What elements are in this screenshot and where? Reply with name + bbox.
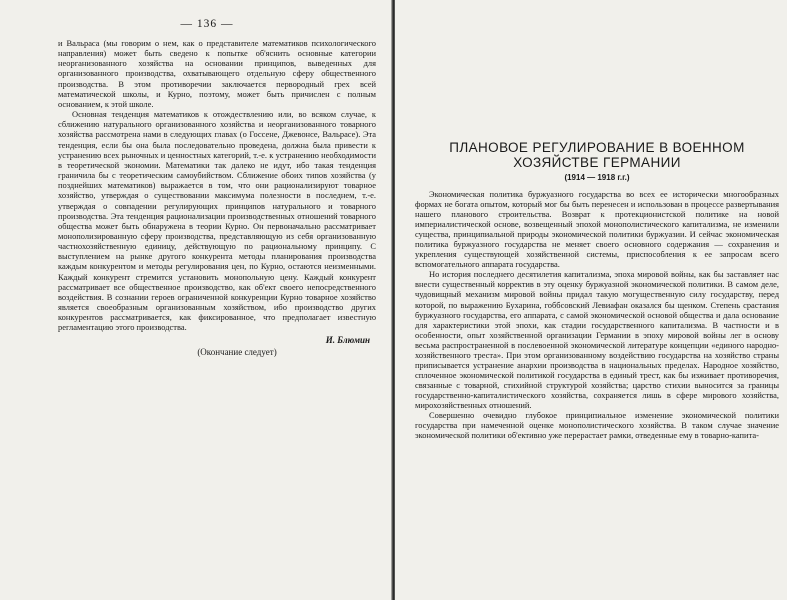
article-years: (1914 — 1918 г.г.) [564,173,630,182]
page-number: — 136 — [180,18,234,30]
right-paragraph-3: Совершенно очевидно глубокое принципиальное изменение экономической политики государства при намеченной оценке монополистического хозяйства. В таком случае значение экономической политики об'ективно уже перерастает рамки, отведенные ему в товарно-капита- [415,410,779,441]
article-title-line-2: ХОЗЯЙСТВЕ ГЕРМАНИИ [513,155,681,170]
author-signature: И. Блюмин [325,334,370,345]
right-page [395,0,787,600]
left-paragraph-2: Основная тенденция математиков к отождествлению или, во всяком случае, к сближению натурального организованного хозяйства и неорганизованного товарного хозяйства рассмотрена нами в следующих главах (о Госсене, Джевонсе, Вальрасе). Эта тенденция, если бы она была последовательно проведена, должна была привести к устранению всех рыночных и ценностных категорий, т.-е. к устранению необходимости в теоретической экономии. Математики так далеко не идут, ибо такая тенденция граничила бы с теоретическим самоубийством. Сближение обоих типов хозяйства (у позднейших математиков) выражается в том, что они рационализируют товарное хозяйство, утверждая о существовании максимума полезности в последнем, т.-е. утверждая о совпадении регулирующих принципов натурального и товарного производства. Эта тенденция рационализации производственных отношений товарного общества может быть обнаружена в теории Курно. Он первоначально рассматривает монополизированную сферу производства, представляющую из себя организованную частнохозяйственную единицу, действующую по рациональному принципу. С выступлением на рынке другого конкурента методы планирования производства каждым конкурентом и методы регулирования цен, по Курно, остаются неизменными. Каждый конкурент стремится установить монопольную цену. Каждый конкурент рассматривает все общественное производство, как об'ект своего непосредственного воздействия. В сознании героев ограниченной конкуренции Курно товарное хозяйство является своеобразным организованным хозяйством, ибо производство других конкурентов рассматривается, как фиксированное, что предполагает известную регламентацию этого производства. [58,109,376,333]
left-paragraph-1: и Вальраса (мы говорим о нем, как о представителе математиков психологического направления) может быть сведено к попытке об'яснить основные категории неорганизованного хозяйства на основании принципов, выведенных для организованного производства, охватывающего отдельную сферу общественного производства. В этом противоречии заключается первородный грех всей математической школы, и Курно, поэтому, может быть причислен с полным основанием, к этой школе. [58,38,376,109]
article-title [415,140,779,170]
right-paragraph-1: Экономическая политика буржуазного государства во всех ее исторически многообразных формах не богата опытом, который мог бы быть перенесен и использован в процессе развертывания нашего планового строительства. Возврат к протекционистской политике на новой империалистической основе, возвещенный эпохой монополистического капитализма, не изменили существа, принципиальной природы экономической политики буржуазии. И сейчас экономическая политика буржуазного государства не меняет своего основного содержания — сохранения и укрепления существующей хозяйственной системы, приспособления к ее запросам всего вспомогательного аппарата государства. [415,189,779,270]
left-page [0,0,392,600]
continuation-note: (Окончание следует) [197,346,277,357]
right-paragraph-2: Но история последнего десятилетия капитализма, эпоха мировой войны, как бы заставляет нас внести существенный корректив в эту оценку буржуазной экономической политики. В самом деле, чудовищный механизм мировой войны придал такую могущественную силу государству, перед которой, по выражению Бухарина, гоббсовский Левиафан оказался бы щенком. Степень срастания буржуазного государства, его аппарата, с самой экономической основой общества и дала основание для характеристики этой эпохи, как стадии государственного капитализма. В частности и в особенности, опыт хозяйственной организации Германии в эпоху мировой войны лег в основу весьма распространенной в послевоенной экономической литературе концепции «единого народно-хозяйственного треста». При этом организованному воздействию государства на хозяйство страны приписывается устранение анархии производства в национальных пределах. Народное хозяйство, сплоченное экономической политикой государства в единый трест, как бы изживает противоречия, связанные с товарной, стихийной структурой хозяйства; царство стихии выносится за границы государственно-капиталистического хозяйства, сохраняется лишь в сфере мирового хозяйства, мирохозяйственных отношений. [415,269,779,410]
article-title-line-1: ПЛАНОВОЕ РЕГУЛИРОВАНИЕ В ВОЕННОМ [449,140,745,155]
